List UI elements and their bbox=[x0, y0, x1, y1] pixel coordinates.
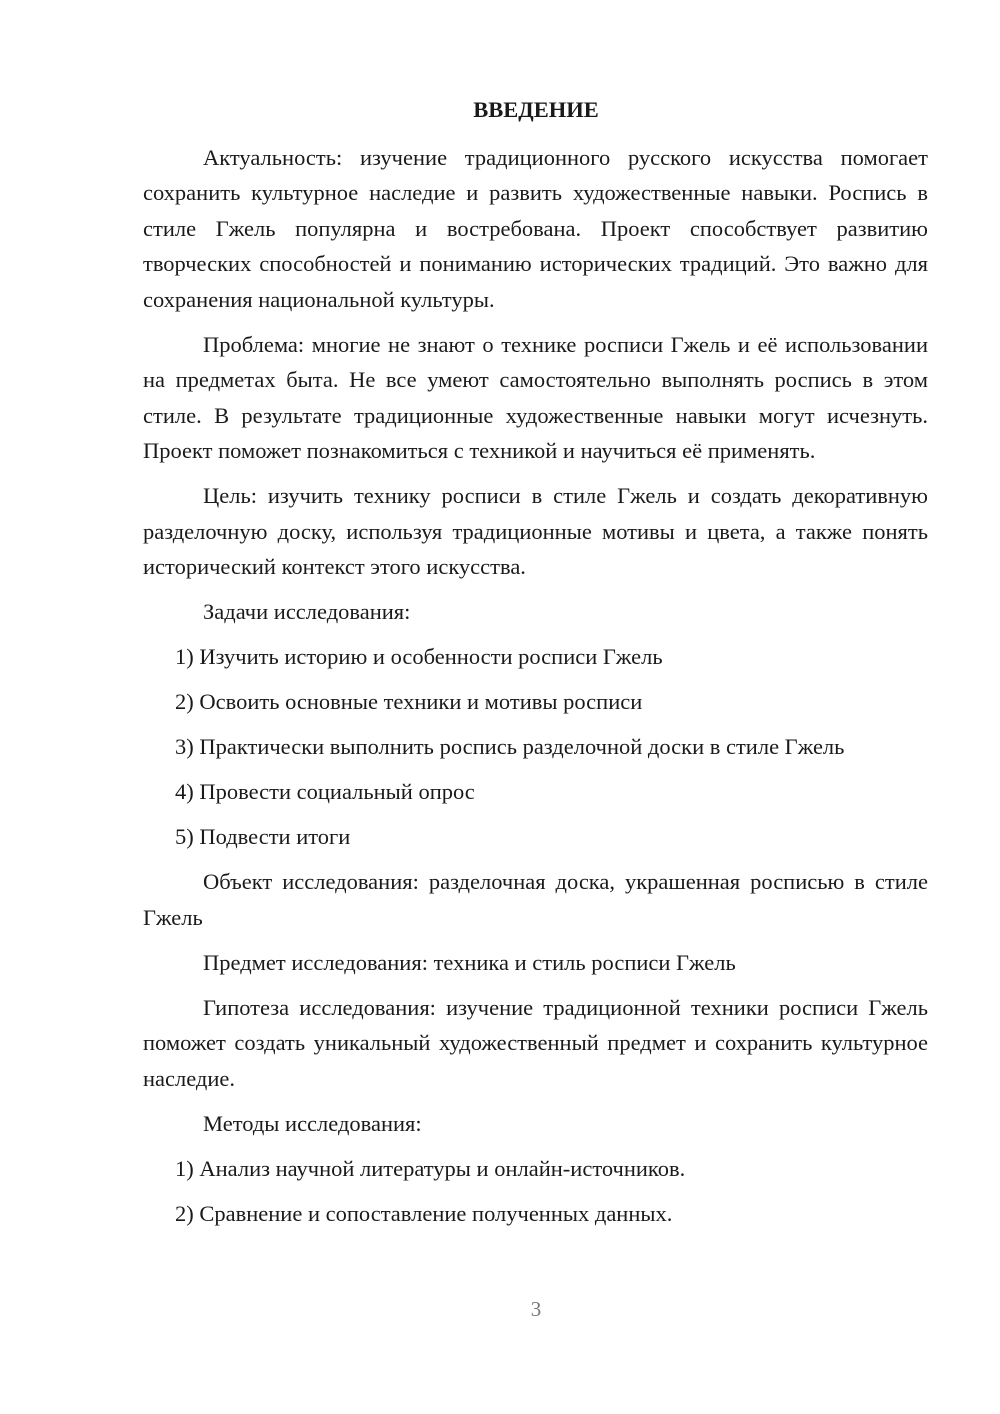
methods-list bbox=[143, 1151, 928, 1232]
object-paragraph: Объект исследования: разделочная доска, украшенная росписью в стиле Гжель bbox=[143, 869, 928, 930]
tasks-list bbox=[143, 639, 928, 855]
task-item: 5) Подвести итоги bbox=[175, 824, 351, 849]
task-item: 2) Освоить основные техники и мотивы росписи bbox=[175, 689, 643, 714]
task-item: 3) Практически выполнить роспись разделочной доски в стиле Гжель bbox=[175, 734, 845, 759]
page-content bbox=[143, 92, 928, 1241]
method-item: 2) Сравнение и сопоставление полученных данных. bbox=[175, 1200, 673, 1226]
task-item: 4) Провести социальный опрос bbox=[175, 779, 475, 804]
subject-paragraph: Предмет исследования: техника и стиль росписи Гжель bbox=[203, 949, 736, 975]
relevance-paragraph: Актуальность: изучение традиционного русского искусства помогает сохранить культурное наследие и развить художественные навыки. Роспись в стиле Гжель популярна и востребована. Проект способствует развитию творческих способностей и пониманию исторических традиций. Это важно для сохранения национальной культуры. bbox=[143, 144, 928, 312]
page-title: ВВЕДЕНИЕ bbox=[473, 97, 599, 122]
method-item: 1) Анализ научной литературы и онлайн-источников. bbox=[175, 1155, 686, 1181]
goal-paragraph: Цель: изучить технику росписи в стиле Гжель и создать декоративную разделочную доску, используя традиционные мотивы и цвета, а также понять исторический контекст этого искусства. bbox=[143, 483, 928, 579]
hypothesis-paragraph: Гипотеза исследования: изучение традиционной техники росписи Гжель поможет создать уникальный художественный предмет и сохранить культурное наследие. bbox=[143, 994, 928, 1091]
methods-heading: Методы исследования: bbox=[203, 1110, 422, 1136]
page-number: 3 bbox=[530, 1297, 542, 1321]
tasks-heading: Задачи исследования: bbox=[203, 599, 411, 624]
problem-paragraph: Проблема: многие не знают о технике росписи Гжель и её использовании на предметах быта. Не все умеют самостоятельно выполнять роспись в этом стиле. В результате традиционные художественные навыки могут исчезнуть. Проект поможет познакомиться с техникой и научиться её применять. bbox=[143, 331, 928, 463]
task-item: 1) Изучить историю и особенности росписи Гжель bbox=[175, 644, 663, 669]
